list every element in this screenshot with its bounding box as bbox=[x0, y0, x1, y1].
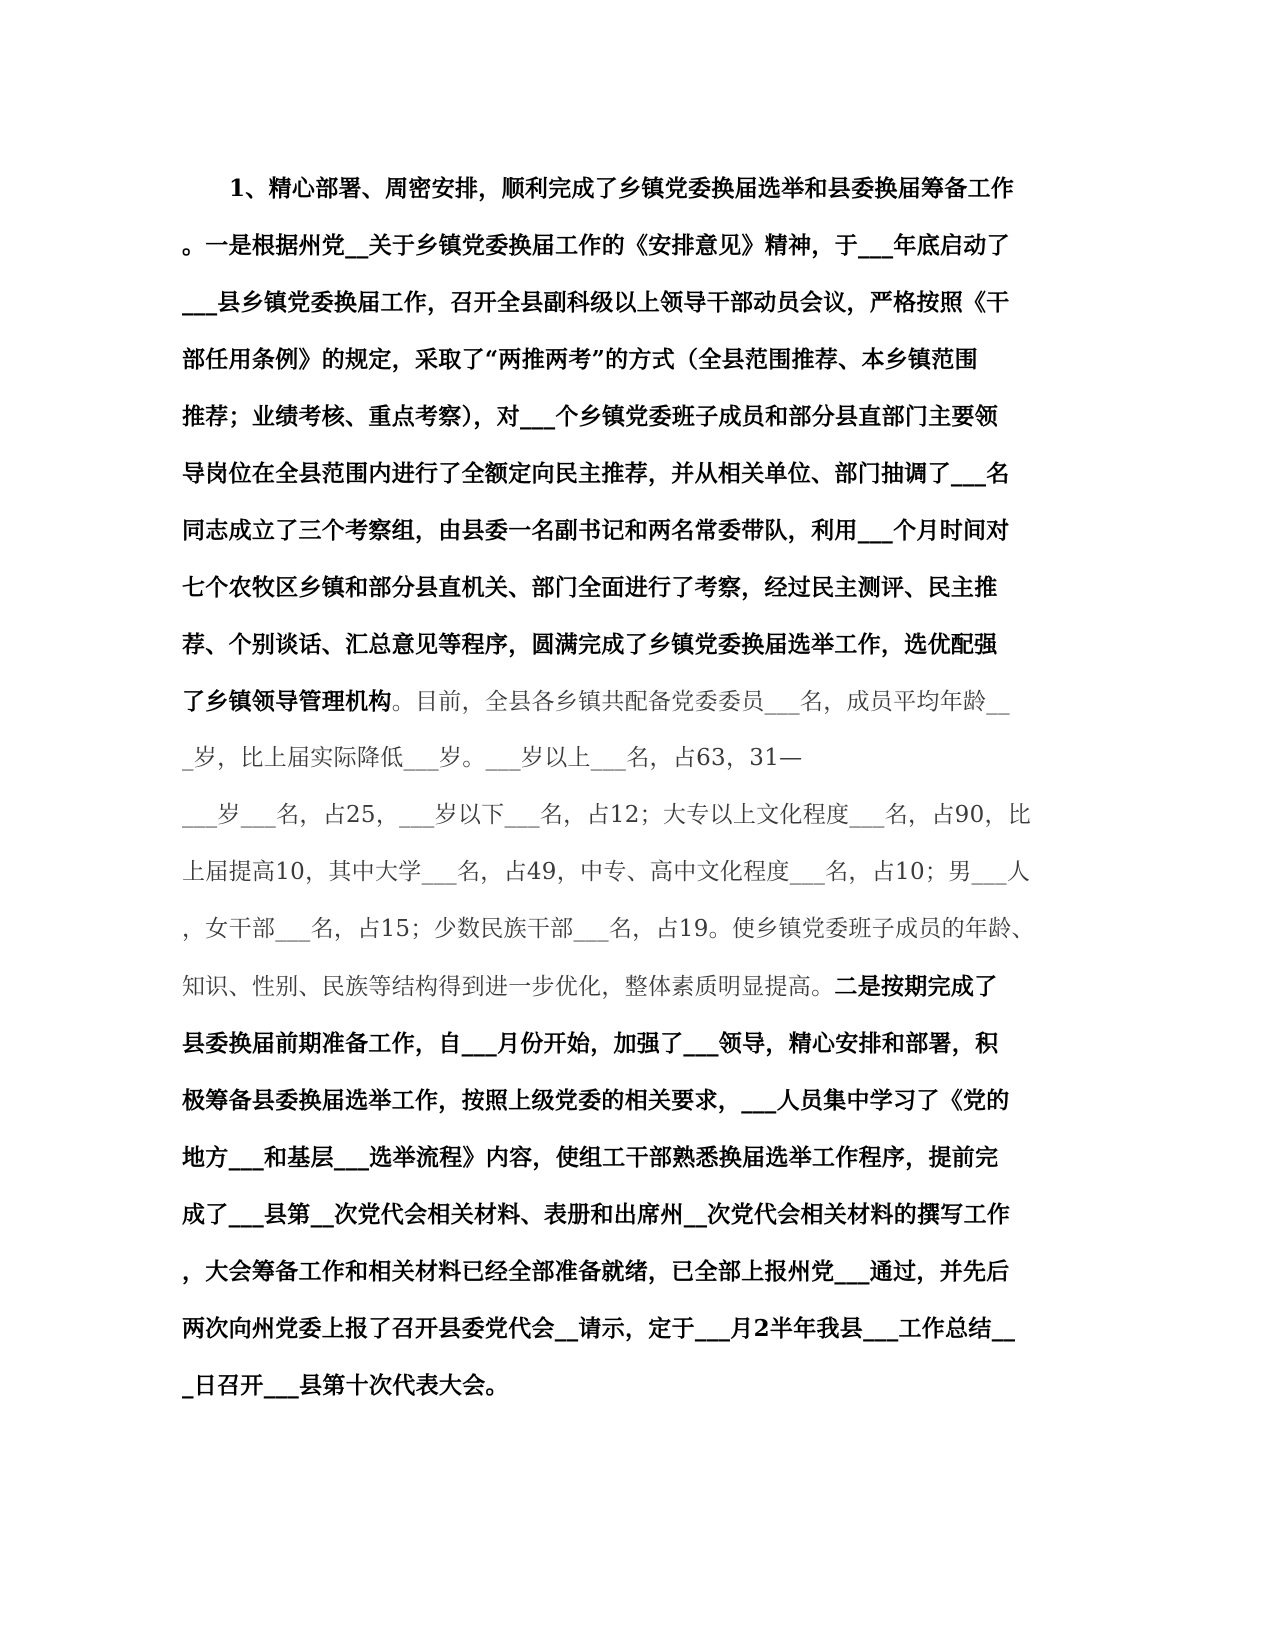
text-segment: 。目前，全县各乡镇共配备党委委员___名，成员平均年龄__ bbox=[391, 689, 1010, 715]
text-segment: 知识、性别、民族等结构得到进一步优化，整体素质明显提高。 bbox=[182, 974, 835, 1000]
text-segment: 荐、个别谈话、汇总意见等程序，圆满完成了乡镇党委换届选举工作，选优配强 bbox=[182, 631, 998, 658]
text-line bbox=[182, 673, 1042, 730]
text-segment: ，女干部___名，占15；少数民族干部___名，占19。使乡镇党委班子成员的年龄、 bbox=[182, 916, 1035, 942]
text-line bbox=[182, 616, 1042, 673]
text-segment: 二是按期完成了 bbox=[834, 973, 998, 1000]
text-segment: ___县乡镇党委换届工作，召开全县副科级以上领导干部动员会议，严格按照《干 bbox=[182, 289, 1010, 316]
text-line bbox=[182, 1015, 1042, 1072]
text-line bbox=[182, 901, 1042, 958]
text-segment: 地方___和基层___选举流程》内容，使组工干部熟悉换届选举工作程序，提前完 bbox=[182, 1144, 999, 1171]
text-segment: 极筹备县委换届选举工作，按照上级党委的相关要求，___人员集中学习了《党的 bbox=[182, 1087, 1010, 1114]
text-line bbox=[182, 559, 1042, 616]
text-segment: 同志成立了三个考察组，由县委一名副书记和两名常委带队，利用___个月时间对 bbox=[182, 517, 1010, 544]
text-line bbox=[182, 1072, 1042, 1129]
text-line bbox=[182, 502, 1042, 559]
text-segment: _日召开___县第十次代表大会。 bbox=[182, 1372, 509, 1399]
text-segment: 成了___县第__次党代会相关材料、表册和出席州__次党代会相关材料的撰写工作 bbox=[182, 1201, 1011, 1228]
text-line bbox=[182, 1300, 1042, 1357]
text-line bbox=[182, 1186, 1042, 1243]
text-line bbox=[182, 160, 1042, 217]
text-line bbox=[182, 445, 1042, 502]
text-segment: 1、精心部署、周密安排，顺利完成了乡镇党委换届选举和县委换届筹备工作 bbox=[229, 175, 1015, 202]
text-line bbox=[182, 274, 1042, 331]
text-line bbox=[182, 217, 1042, 274]
text-segment: 部任用条例》的规定，采取了“两推两考”的方式（全县范围推荐、本乡镇范围 bbox=[182, 346, 978, 373]
text-line bbox=[182, 1357, 1042, 1414]
text-segment: _岁，比上届实际降低___岁。___岁以上___名，占63，31— bbox=[182, 745, 803, 771]
text-line bbox=[182, 844, 1042, 901]
text-line bbox=[182, 1243, 1042, 1300]
text-segment: 。一是根据州党__关于乡镇党委换届工作的《安排意见》精神，于___年底启动了 bbox=[182, 232, 1010, 259]
text-line bbox=[182, 388, 1042, 445]
text-segment: 导岗位在全县范围内进行了全额定向民主推荐，并从相关单位、部门抽调了___名 bbox=[182, 460, 1010, 487]
text-line bbox=[182, 331, 1042, 388]
text-line bbox=[182, 730, 1042, 787]
body-paragraph bbox=[182, 160, 1042, 1414]
text-line bbox=[182, 958, 1042, 1015]
text-segment: ，大会筹备工作和相关材料已经全部准备就绪，已全部上报州党___通过，并先后 bbox=[182, 1258, 1010, 1285]
text-segment: 两次向州党委上报了召开县委党代会__请示，定于___月2半年我县___工作总结__ bbox=[182, 1315, 1016, 1342]
text-segment: 了乡镇领导管理机构 bbox=[182, 688, 392, 715]
text-segment: ___岁___名，占25，___岁以下___名，占12；大专以上文化程度___名，占90，比 bbox=[182, 802, 1032, 828]
text-line bbox=[182, 1129, 1042, 1186]
text-segment: 县委换届前期准备工作，自___月份开始，加强了___领导，精心安排和部署，积 bbox=[182, 1030, 999, 1057]
text-line bbox=[182, 787, 1042, 844]
text-segment: 上届提高10，其中大学___名，占49，中专、高中文化程度___名，占10；男___人 bbox=[182, 859, 1031, 885]
text-segment: 七个农牧区乡镇和部分县直机关、部门全面进行了考察，经过民主测评、民主推 bbox=[182, 574, 998, 601]
text-segment: 推荐；业绩考核、重点考察），对___个乡镇党委班子成员和部分县直部门主要领 bbox=[182, 403, 999, 430]
